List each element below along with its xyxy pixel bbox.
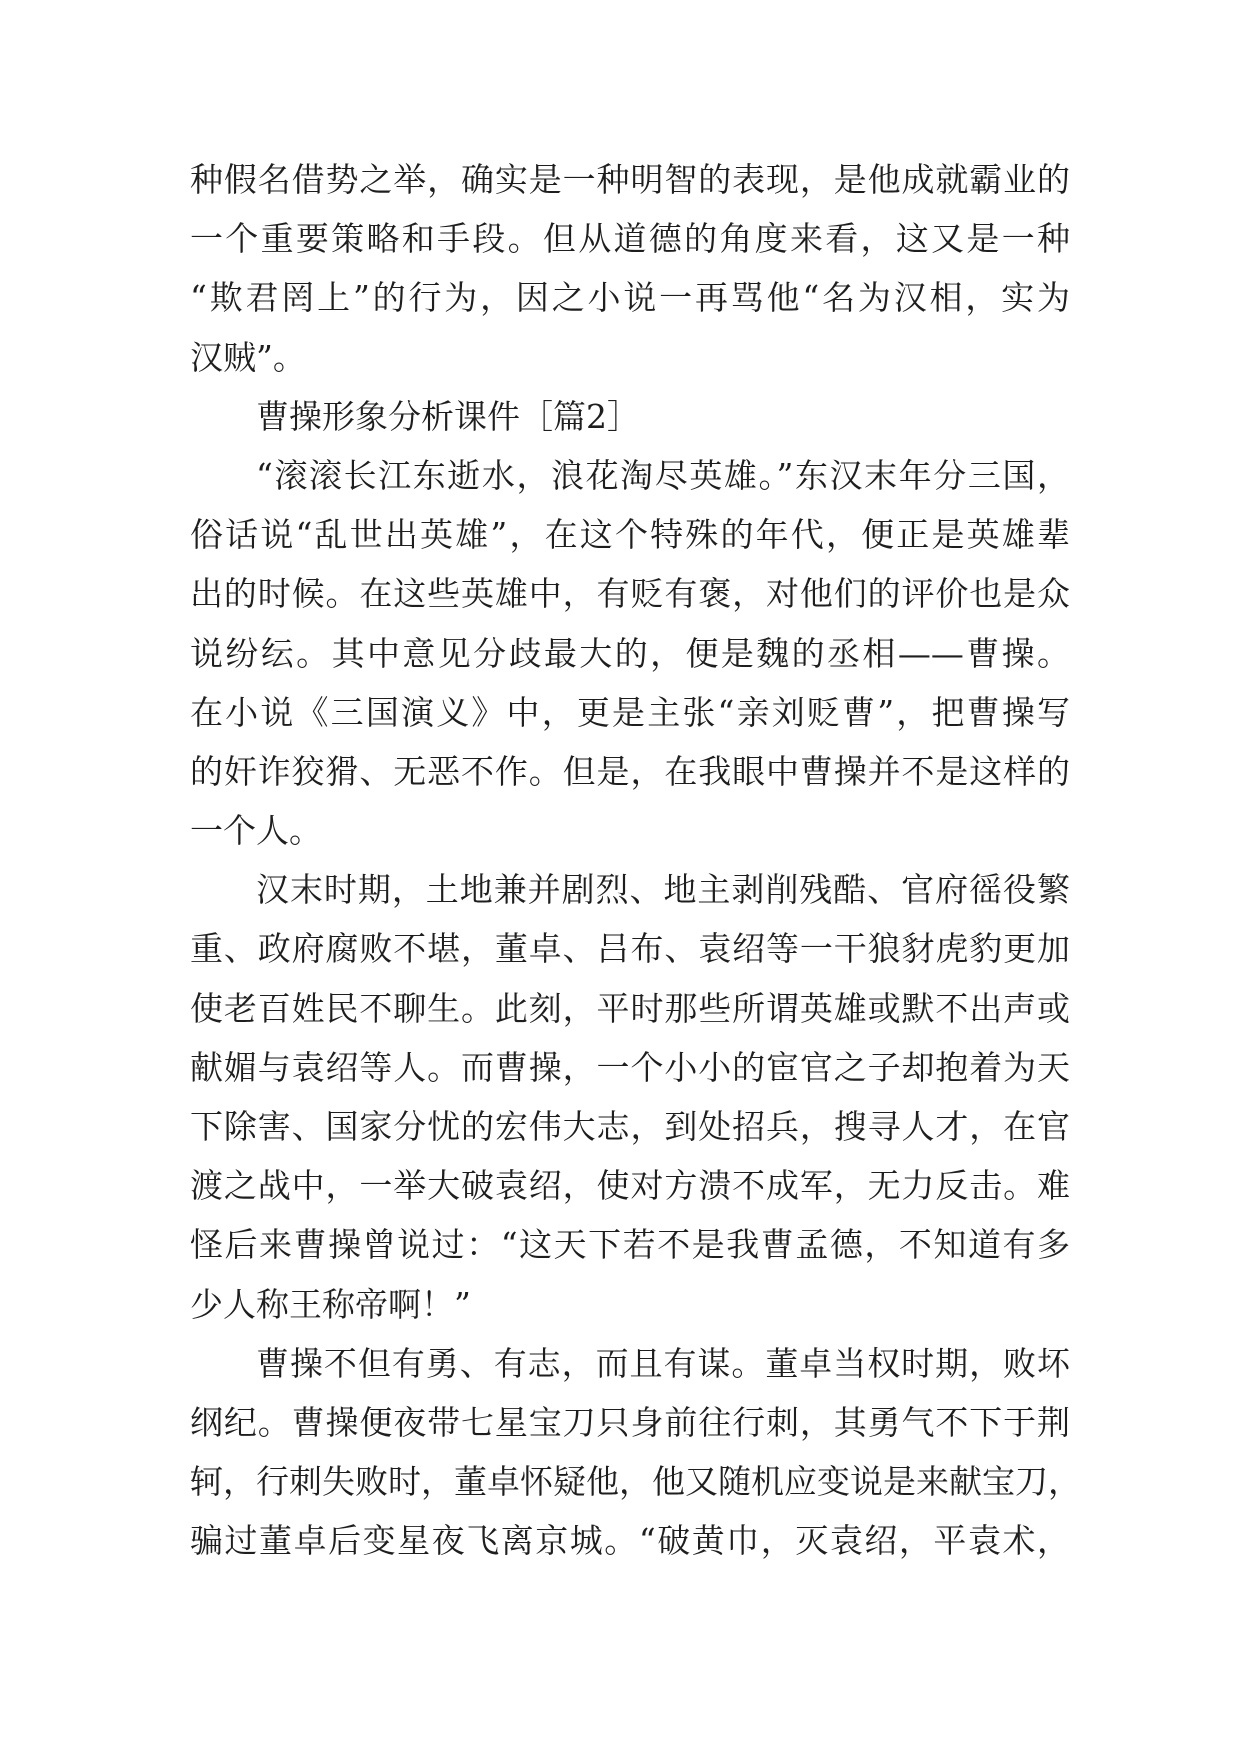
text-line: 一个人。 [190, 811, 322, 851]
text-line: 少人称王称帝啊！” [190, 1284, 471, 1324]
text-line: 一个重要策略和手段。但从道德的角度来看，这又是一种 [190, 219, 1070, 259]
section-heading: 曹操形象分析课件［篇2］ [256, 396, 640, 436]
text-line: “欺君罔上”的行为，因之小说一再骂他“名为汉相，实为 [190, 278, 1070, 318]
text-line: 渡之战中，一举大破袁绍，使对方溃不成军，无力反击。难 [190, 1166, 1070, 1206]
text-line: 献媚与袁绍等人。而曹操，一个小小的宦官之子却抱着为天 [190, 1047, 1070, 1087]
document-body [190, 150, 1081, 1571]
text-line: 曹操不但有勇、有志，而且有谋。董卓当权时期，败坏 [256, 1343, 1070, 1383]
text-line: 重、政府腐败不堪，董卓、吕布、袁绍等一干狼豺虎豹更加 [190, 929, 1070, 969]
text-line: 种假名借势之举，确实是一种明智的表现，是他成就霸业的 [190, 160, 1070, 199]
text-line: 下除害、国家分忧的宏伟大志，到处招兵，搜寻人才，在官 [190, 1107, 1070, 1146]
text-line: 骗过董卓后变星夜飞离京城。“破黄巾，灭袁绍，平袁术， [190, 1521, 1070, 1561]
text-line: 在小说《三国演义》中，更是主张“亲刘贬曹”，把曹操写 [190, 692, 1070, 732]
text-line: 出的时候。在这些英雄中，有贬有褒，对他们的评价也是众 [190, 574, 1070, 614]
text-line: 俗话说“乱世出英雄”，在这个特殊的年代，便正是英雄辈 [190, 515, 1070, 555]
text-line: 怪后来曹操曾说过：“这天下若不是我曹孟德，不知道有多 [190, 1225, 1070, 1265]
text-line: 使老百姓民不聊生。此刻，平时那些所谓英雄或默不出声或 [190, 988, 1070, 1028]
text-line: 的奸诈狡猾、无恶不作。但是，在我眼中曹操并不是这样的 [190, 751, 1070, 791]
text-line: 轲，行刺失败时，董卓怀疑他，他又随机应变说是来献宝刀， [190, 1462, 1081, 1502]
text-line: 汉末时期，土地兼并剧烈、地主剥削残酷、官府徭役繁 [256, 870, 1070, 910]
text-line: “滚滚长江东逝水，浪花淘尽英雄。”东汉末年分三国， [256, 455, 1070, 495]
text-line: 纲纪。曹操便夜带七星宝刀只身前往行刺，其勇气不下于荆 [190, 1402, 1070, 1442]
text-line: 说纷纭。其中意见分歧最大的，便是魏的丞相——曹操。 [190, 633, 1070, 673]
text-line: 汉贼”。 [190, 337, 306, 377]
